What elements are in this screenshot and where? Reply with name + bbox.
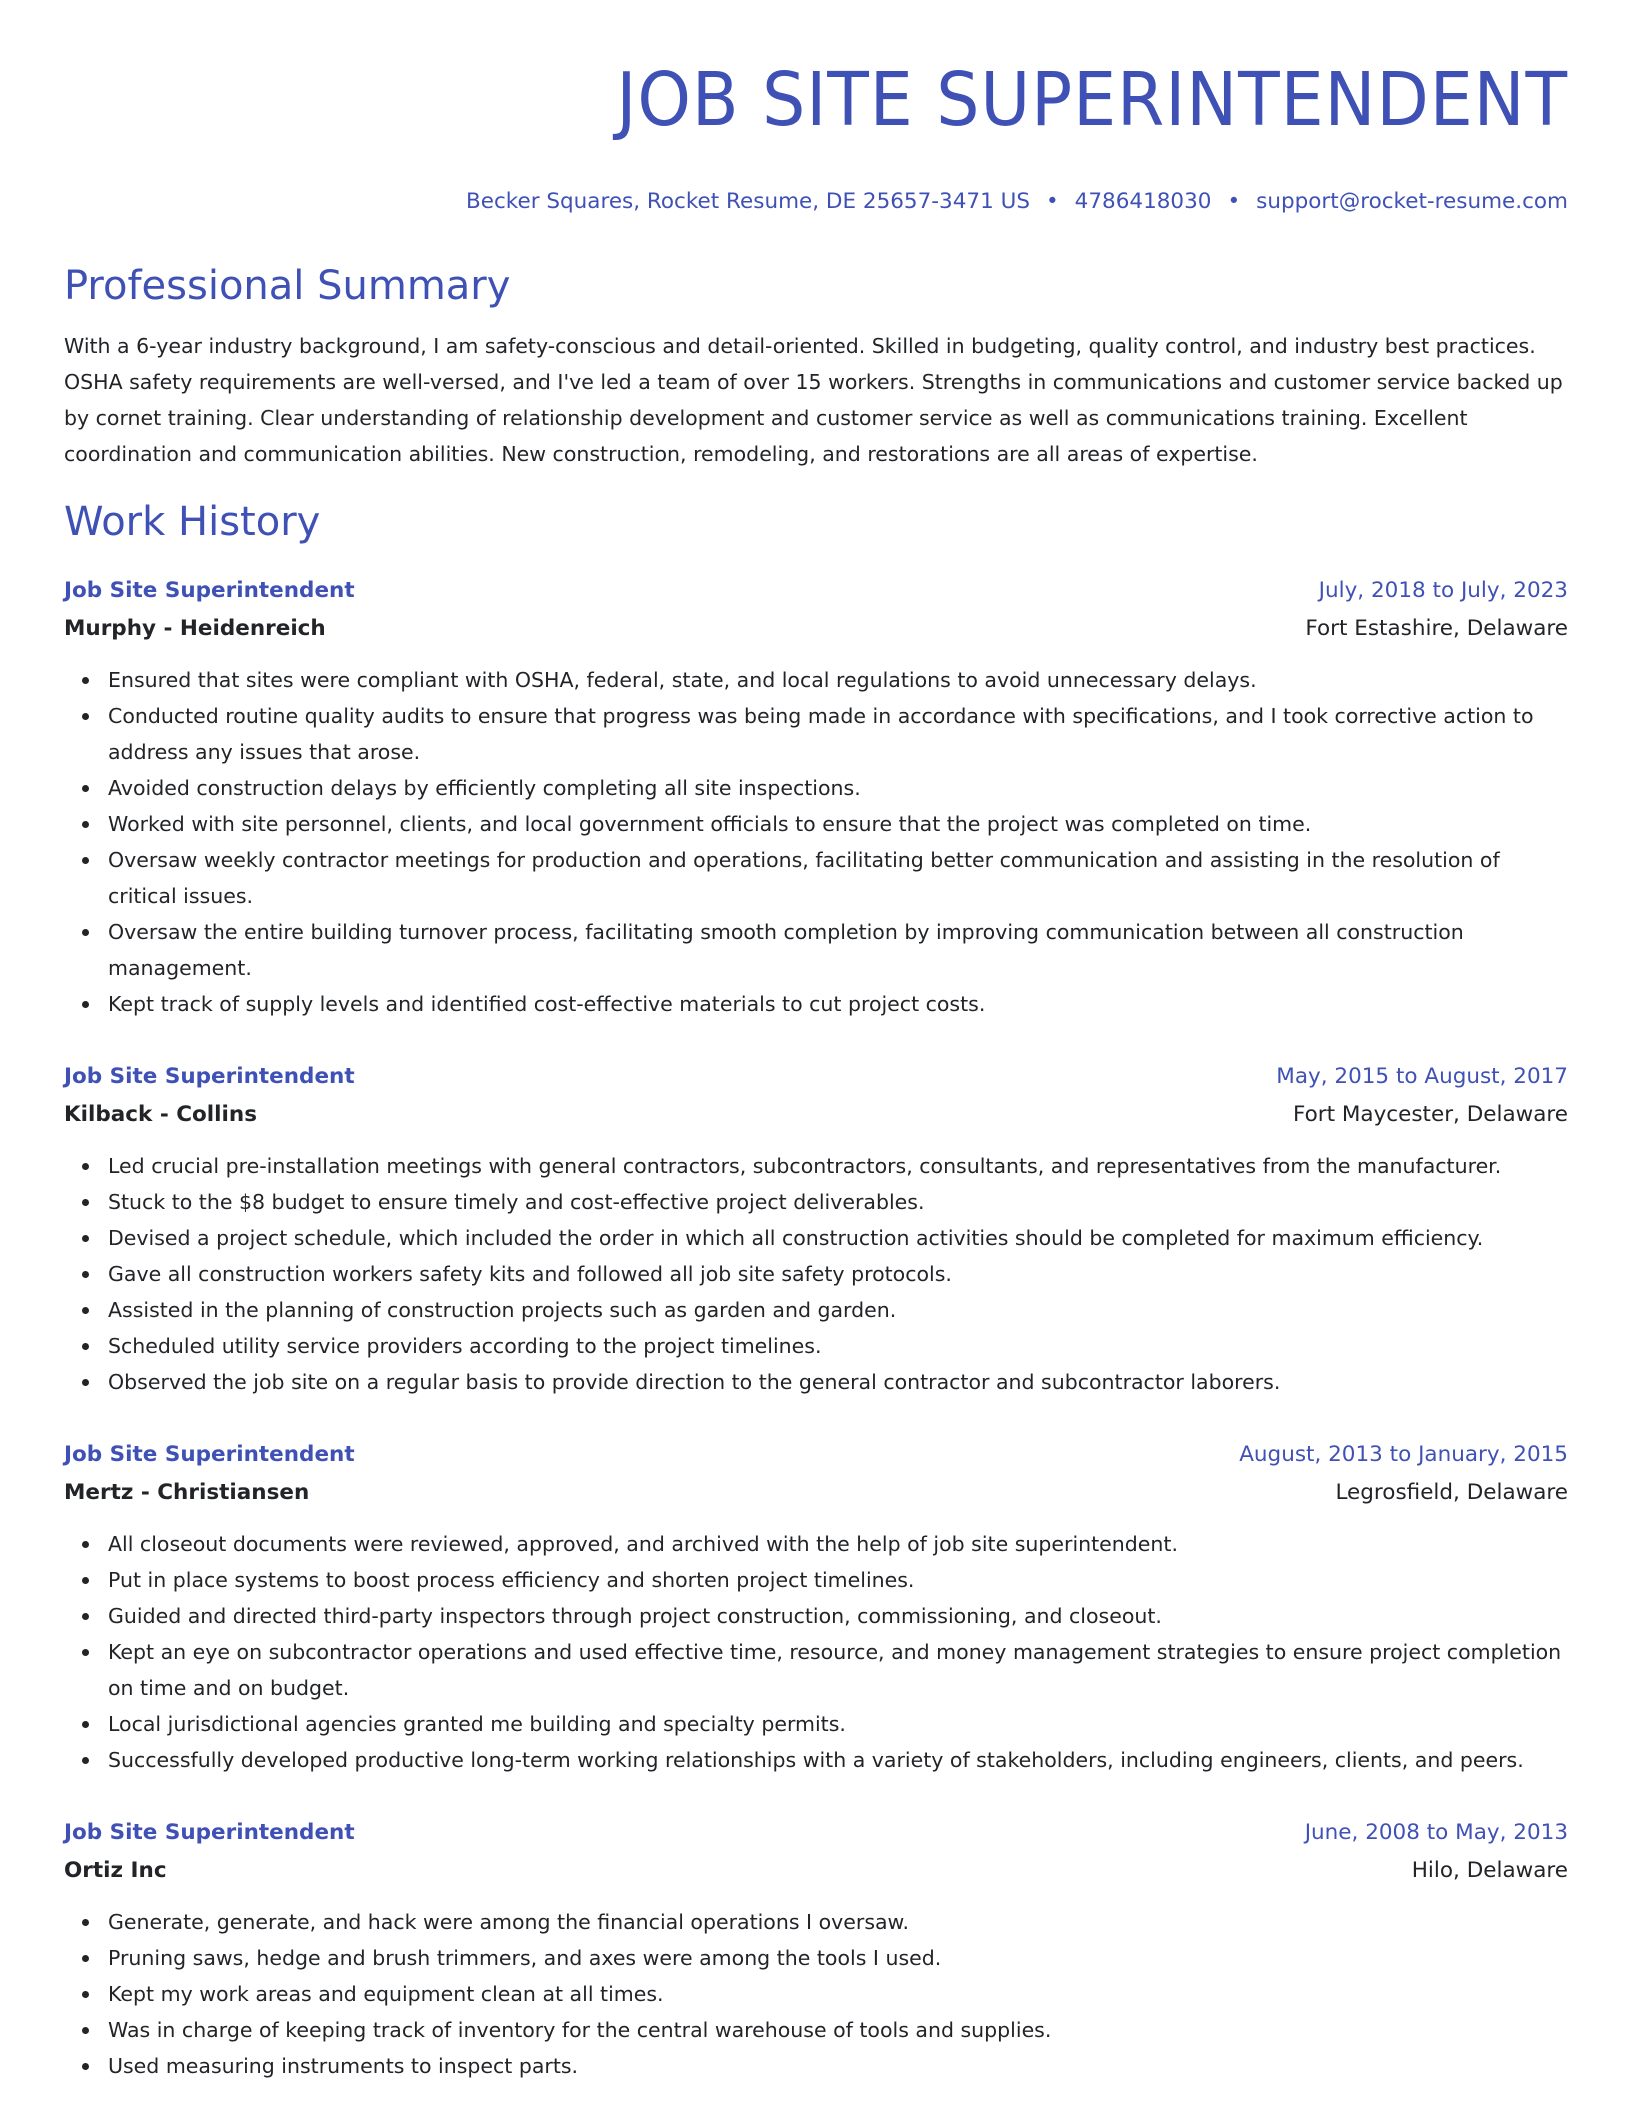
job-bullet: Was in charge of keeping track of inventory for the central warehouse of tools and supplies. [108,2012,1568,2048]
job-bullet: Kept my work areas and equipment clean at all times. [108,1976,1568,2012]
job-entry [64,1058,1568,1400]
job-company: Kilback - Collins [64,1102,257,1127]
job-bullet: Avoided construction delays by efficiently completing all site inspections. [108,770,1568,806]
job-dates: June, 2008 to May, 2013 [1304,1820,1568,1845]
job-bullet: Generate, generate, and hack were among the financial operations I oversaw. [108,1904,1568,1940]
job-bullet: Oversaw weekly contractor meetings for production and operations, facilitating better communication and assisting in the resolution of critical issues. [108,842,1568,914]
job-bullet: Observed the job site on a regular basis to provide direction to the general contractor and subcontractor laborers. [108,1364,1568,1400]
job-title: Job Site Superintendent [64,1442,355,1467]
job-bullet: Local jurisdictional agencies granted me building and specialty permits. [108,1706,1568,1742]
job-bullet: Kept track of supply levels and identified cost-effective materials to cut project costs. [108,986,1568,1022]
summary-heading: Professional Summary [64,263,511,309]
job-company: Mertz - Christiansen [64,1480,310,1505]
job-bullet: Kept an eye on subcontractor operations and used effective time, resource, and money management strategies to ensure project completion on time and on budget. [108,1634,1568,1706]
job-bullet: Successfully developed productive long-term working relationships with a variety of stakeholders, including engineers, clients, and peers. [108,1742,1568,1778]
job-bullet: Oversaw the entire building turnover process, facilitating smooth completion by improving communication between all construction management. [108,914,1568,986]
contact-separator: • [1045,189,1059,214]
job-bullet-list [64,1526,1568,1778]
job-bullet: Stuck to the $8 budget to ensure timely and cost-effective project deliverables. [108,1184,1568,1220]
job-dates: July, 2018 to July, 2023 [1318,578,1568,603]
contact-phone: 4786418030 [1074,189,1212,214]
contact-address: Becker Squares, Rocket Resume, DE 25657-3471 US [465,189,1030,214]
job-bullet: Scheduled utility service providers according to the project timelines. [108,1328,1568,1364]
job-title: Job Site Superintendent [64,1064,355,1089]
job-dates: May, 2015 to August, 2017 [1276,1064,1568,1089]
job-entry [64,1814,1568,2084]
work-history-heading: Work History [64,499,321,545]
job-location: Legrosfield, Delaware [1335,1480,1568,1505]
work-history-section [64,494,1568,2084]
job-bullet: Pruning saws, hedge and brush trimmers, and axes were among the tools I used. [108,1940,1568,1976]
candidate-name: JOB SITE SUPERINTENDENT [616,57,1568,143]
job-company-row [64,1474,1568,1512]
job-bullet-list [64,662,1568,1022]
job-title-row [64,1814,1568,1852]
job-bullet: Used measuring instruments to inspect parts. [108,2048,1568,2084]
job-bullet: Devised a project schedule, which included the order in which all construction activities should be completed for maximum efficiency. [108,1220,1568,1256]
job-bullet: Guided and directed third-party inspectors through project construction, commissioning, and closeout. [108,1598,1568,1634]
job-dates: August, 2013 to January, 2015 [1239,1442,1568,1467]
contact-email: support@rocket-resume.com [1256,189,1568,214]
contact-line [64,189,1568,214]
job-bullet: Ensured that sites were compliant with OSHA, federal, state, and local regulations to avoid unnecessary delays. [108,662,1568,698]
job-company: Murphy - Heidenreich [64,616,326,641]
job-bullet: Conducted routine quality audits to ensure that progress was being made in accordance with specifications, and I took corrective action to address any issues that arose. [108,698,1568,770]
job-title-row [64,1058,1568,1096]
job-company: Ortiz Inc [64,1858,167,1883]
job-title: Job Site Superintendent [64,1820,355,1845]
contact-separator: • [1227,189,1241,214]
job-title-row [64,572,1568,610]
job-entry [64,572,1568,1022]
job-location: Fort Estashire, Delaware [1305,616,1568,641]
job-bullet: Put in place systems to boost process efficiency and shorten project timelines. [108,1562,1568,1598]
job-location: Fort Maycester, Delaware [1292,1102,1568,1127]
resume-header [64,55,1568,214]
job-bullet: Assisted in the planning of construction projects such as garden and garden. [108,1292,1568,1328]
job-company-row [64,610,1568,648]
job-bullet: Worked with site personnel, clients, and local government officials to ensure that the project was completed on time. [108,806,1568,842]
job-company-row [64,1852,1568,1890]
job-bullet-list [64,1148,1568,1400]
summary-text: With a 6-year industry background, I am safety-conscious and detail-oriented. Skilled in budgeting, quality control, and industry best practices. OSHA safety requirements are well-versed, and I've led a team of over 15 workers. Strengths in communications and customer service backed up by cornet training. Clear understanding of relationship development and customer service as well as communications training. Excellent coordination and communication abilities. New construction, remodeling, and restorations are all areas of expertise. [64,334,1563,466]
job-bullet: All closeout documents were reviewed, approved, and archived with the help of job site superintendent. [108,1526,1568,1562]
job-bullet: Gave all construction workers safety kits and followed all job site safety protocols. [108,1256,1568,1292]
job-list [64,572,1568,2084]
job-title: Job Site Superintendent [64,578,355,603]
job-entry [64,1436,1568,1778]
job-bullet: Led crucial pre-installation meetings with general contractors, subcontractors, consultants, and representatives from the manufacturer. [108,1148,1568,1184]
job-company-row [64,1096,1568,1134]
summary-section [64,258,1568,472]
job-bullet-list [64,1904,1568,2084]
job-location: Hilo, Delaware [1411,1858,1568,1883]
job-title-row [64,1436,1568,1474]
